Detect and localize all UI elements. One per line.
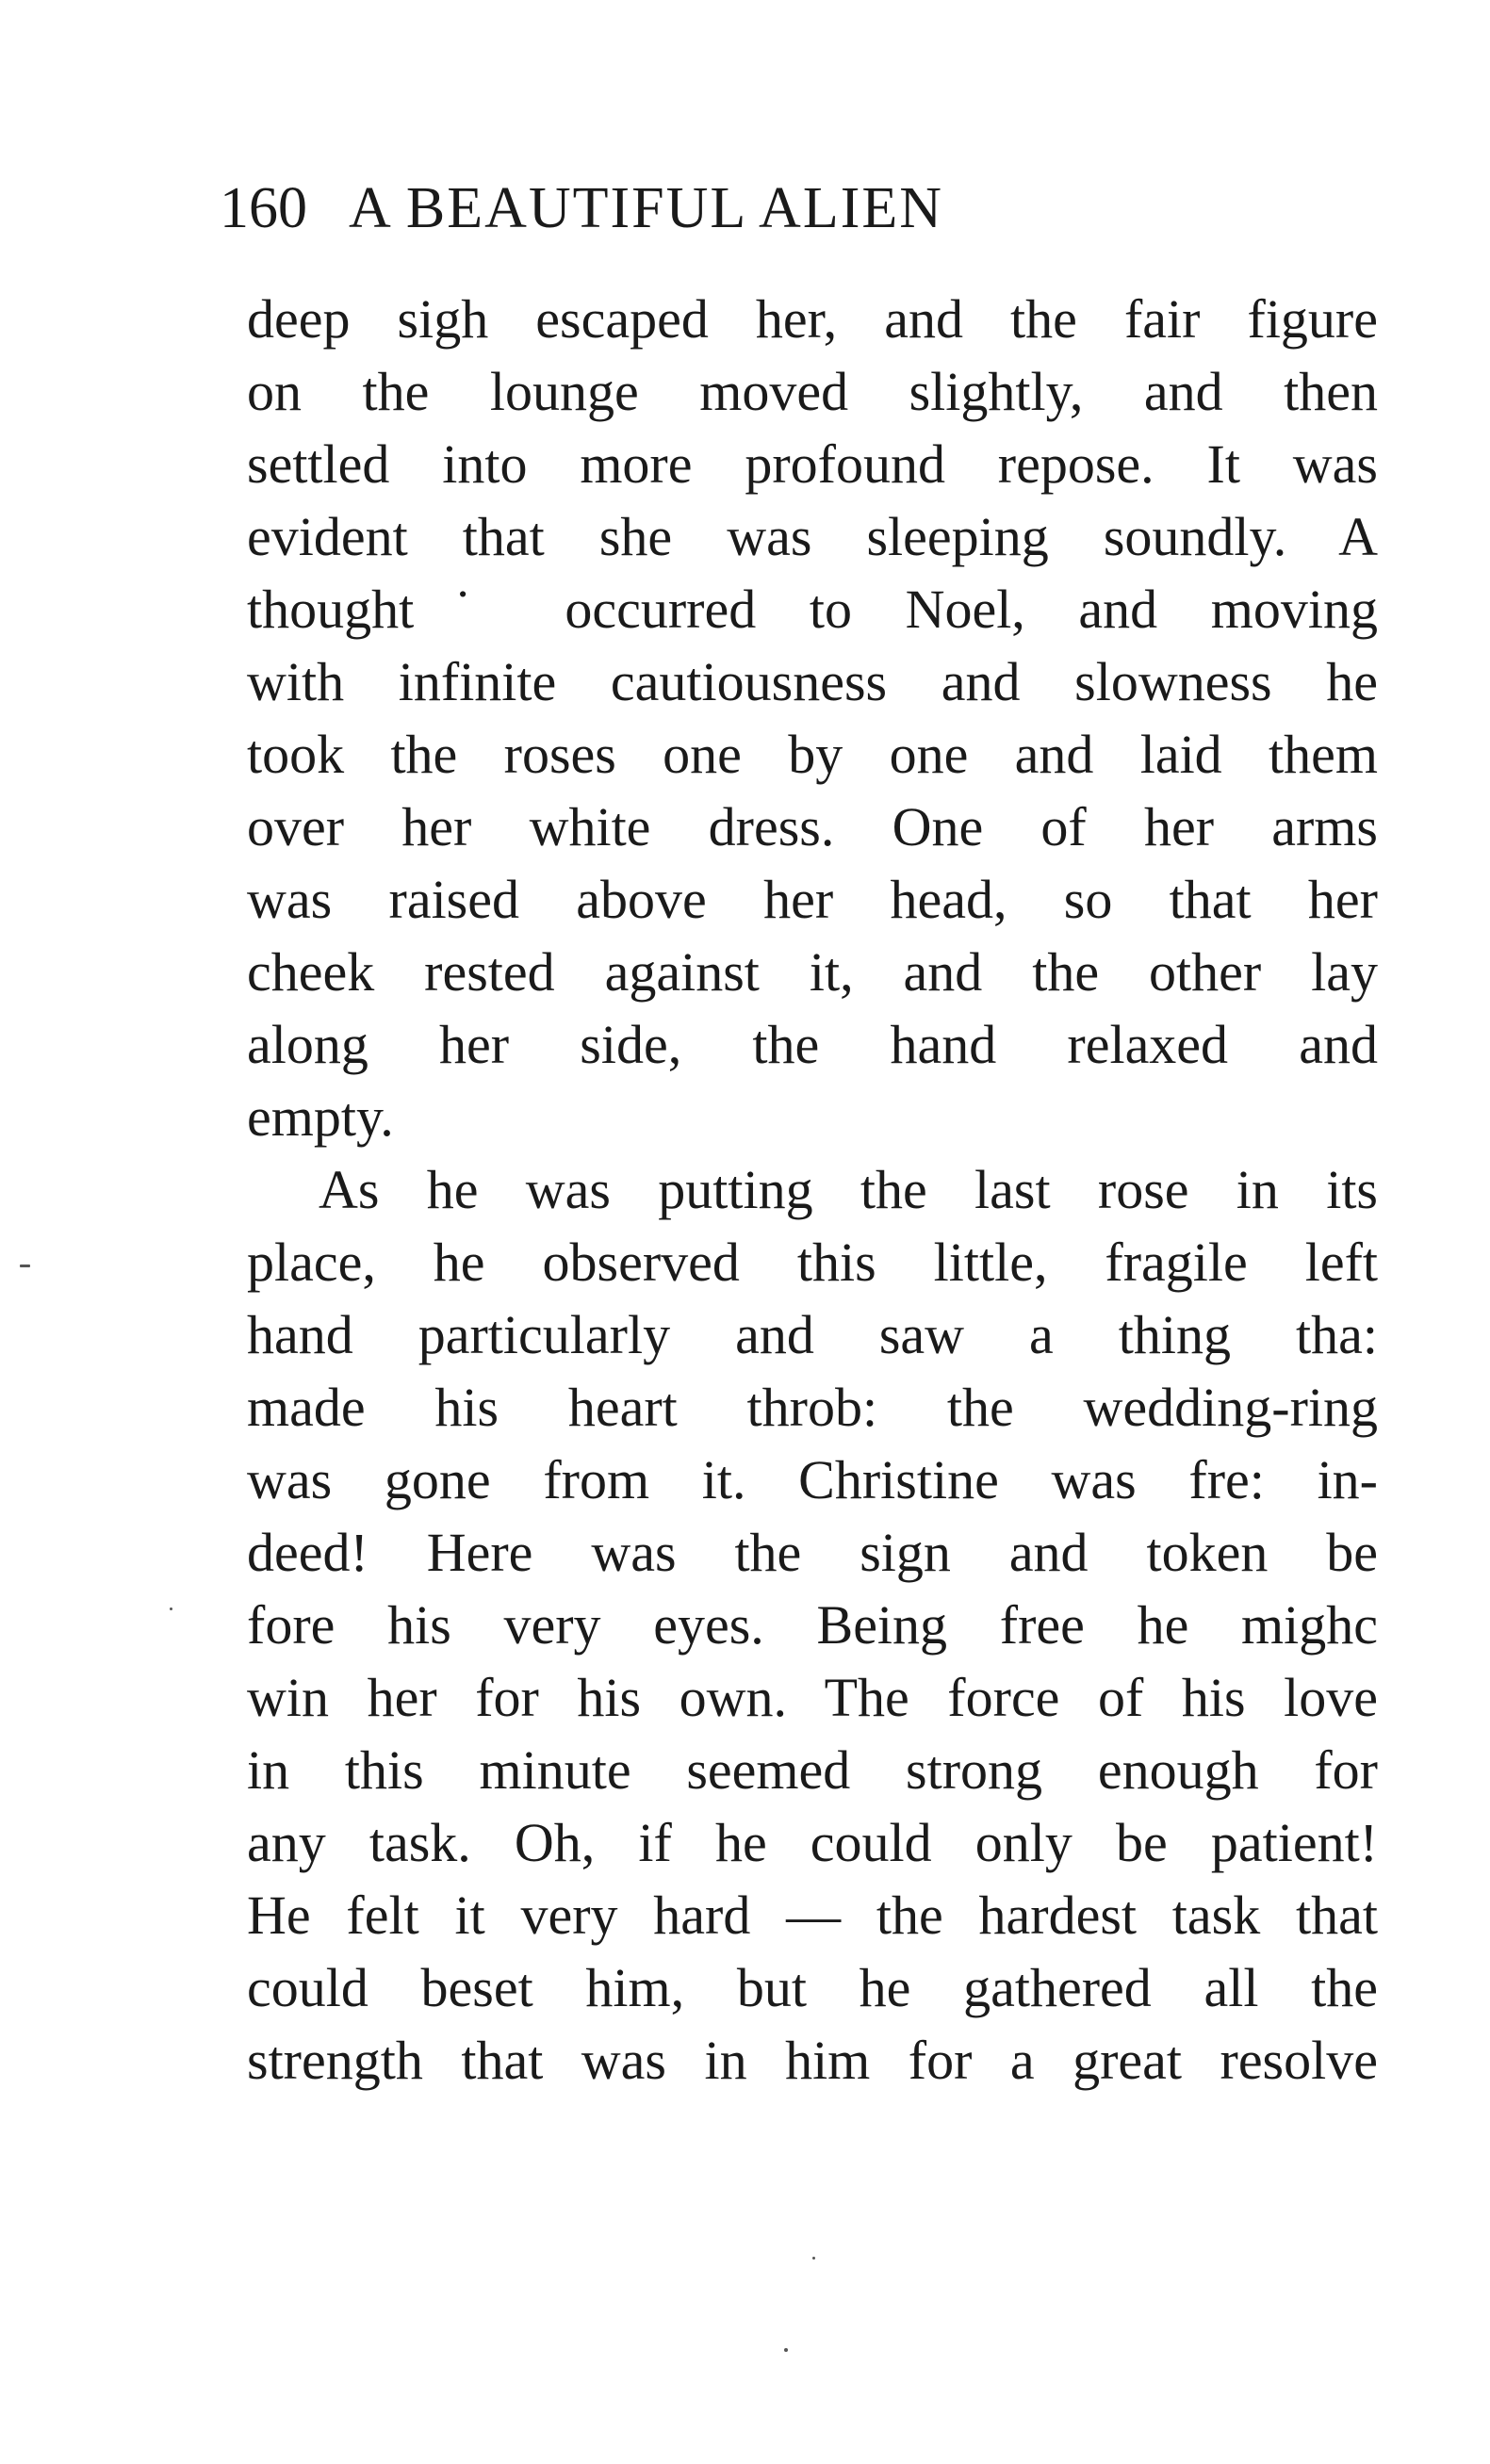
text-line: settled into more profound repose. It was <box>247 433 1378 495</box>
scan-speck <box>812 2257 815 2260</box>
scan-speck <box>170 1607 172 1610</box>
text-line: strength that was in him for a great resolve <box>247 2030 1378 2091</box>
text-line: along her side, the hand relaxed and <box>247 1014 1378 1075</box>
text-line: was raised above her head, so that her <box>247 869 1378 930</box>
text-line: hand particularly and saw a thing tha: <box>247 1304 1378 1365</box>
text-line: cheek rested against it, and the other lay <box>247 941 1378 1003</box>
text-line: took the roses one by one and laid them <box>247 724 1378 785</box>
text-line: made his heart throb: the wedding-ring <box>247 1377 1378 1438</box>
text-line: fore his very eyes. Being free he mighc <box>247 1594 1378 1656</box>
text-line: deed! Here was the sign and token be <box>247 1522 1378 1583</box>
running-title: A BEAUTIFUL ALIEN <box>349 176 943 240</box>
text-line: deep sigh escaped her, and the fair figure <box>247 288 1378 350</box>
paragraph-start-line: As he was putting the last rose in its <box>319 1159 1378 1220</box>
text-line: win her for his own. The force of his love <box>247 1667 1378 1728</box>
text-line: thought˙ occurred to Noel, and moving <box>247 579 1378 640</box>
text-line: on the lounge moved slightly, and then <box>247 361 1378 422</box>
text-line: over her white dress. One of her arms <box>247 796 1378 857</box>
text-line: evident that she was sleeping soundly. A <box>247 506 1378 567</box>
page-number: 160 <box>220 176 307 240</box>
margin-speck <box>20 1265 30 1267</box>
text-line: He felt it very hard — the hardest task that <box>247 1885 1378 1946</box>
text-line: was gone from it. Christine was fre: in- <box>247 1449 1378 1510</box>
text-line: with infinite cautiousness and slowness he <box>247 651 1378 712</box>
text-line: in this minute seemed strong enough for <box>247 1739 1378 1801</box>
text-line: any task. Oh, if he could only be patient! <box>247 1812 1378 1873</box>
running-head <box>220 176 1200 240</box>
text-line: place, he observed this little, fragile left <box>247 1232 1378 1293</box>
paragraph-end-line: empty. <box>247 1086 394 1148</box>
scan-speck <box>784 2348 788 2352</box>
body-text <box>247 283 1378 2097</box>
text-line: could beset him, but he gathered all the <box>247 1957 1378 2018</box>
